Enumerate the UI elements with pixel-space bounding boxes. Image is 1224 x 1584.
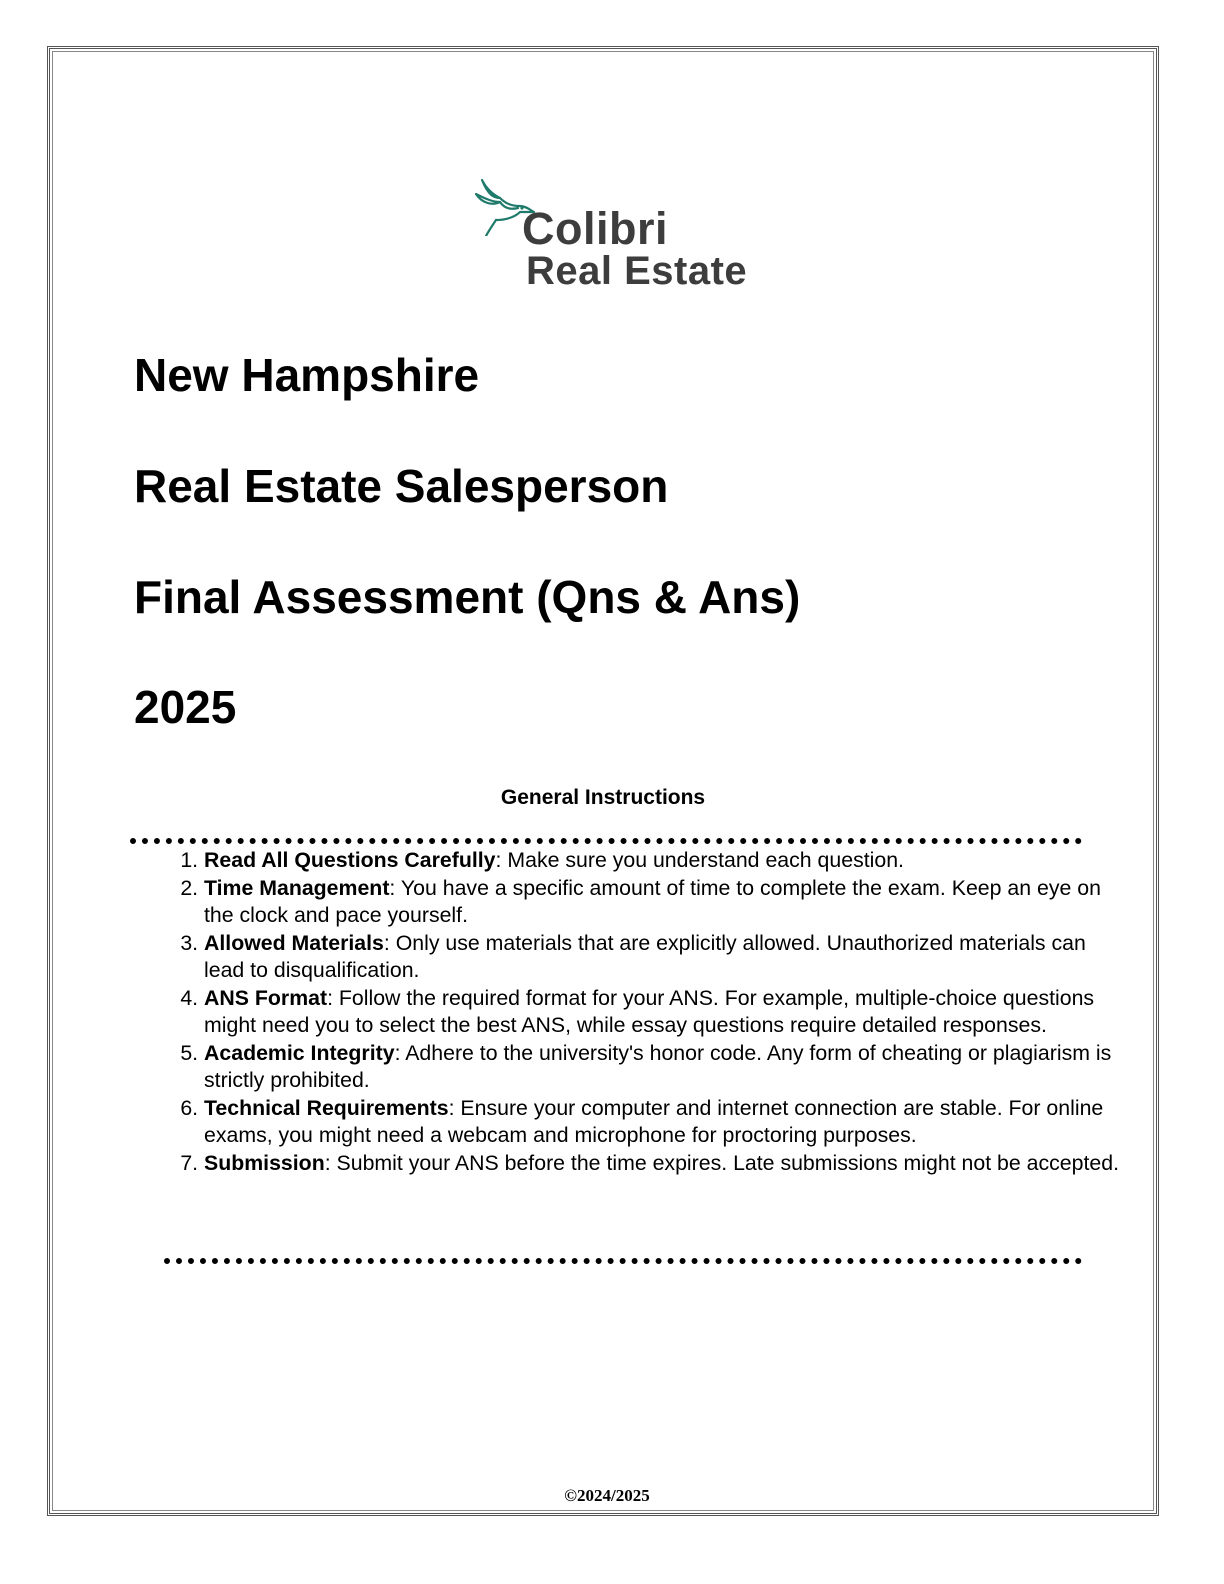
instruction-text: : Follow the required format for your ANS. For example, multiple-choice questions might need you to select the best ANS, while essay questions require detailed responses. — [204, 985, 1095, 1037]
instruction-term: Technical Requirements — [204, 1095, 449, 1120]
instruction-item — [204, 1150, 1124, 1178]
dotted-divider-top — [130, 838, 1082, 844]
title-year: 2025 — [134, 681, 237, 733]
instruction-item — [204, 1095, 1124, 1150]
dotted-divider-bottom — [164, 1258, 1082, 1264]
title-assessment: Final Assessment (Qns & Ans) — [134, 571, 801, 623]
instruction-text: : Submit your ANS before the time expires. Late submissions might not be accepted. — [324, 1150, 1120, 1175]
instruction-term: ANS Format — [204, 985, 328, 1010]
instruction-term: Academic Integrity — [204, 1040, 395, 1065]
instruction-text: : Adhere to the university's honor code. Any form of cheating or plagiarism is strictly prohibited. — [204, 1040, 1112, 1092]
title-license: Real Estate Salesperson — [134, 460, 669, 512]
instructions-heading: General Instructions — [500, 786, 706, 809]
copyright-footer: ©2024/2025 — [564, 1486, 650, 1505]
colibri-logo — [474, 176, 748, 296]
instruction-item — [204, 985, 1124, 1040]
instruction-text: : Ensure your computer and internet connection are stable. For online exams, you might need a webcam and microphone for proctoring purposes. — [204, 1095, 1104, 1147]
instruction-text: : You have a specific amount of time to complete the exam. Keep an eye on the clock and pace yourself. — [204, 875, 1101, 927]
instructions-list — [164, 847, 1124, 1177]
instruction-text: : Only use materials that are explicitly allowed. Unauthorized materials can lead to disqualification. — [204, 930, 1086, 982]
instruction-term: Time Management — [204, 875, 390, 900]
instruction-term: Submission — [204, 1150, 325, 1175]
logo-wordmark-line1: Colibri — [522, 203, 668, 254]
logo-wordmark-line2: Real Estate — [526, 249, 748, 293]
title-state: New Hampshire — [134, 349, 480, 401]
instruction-item — [204, 875, 1124, 930]
instruction-term: Read All Questions Carefully — [204, 848, 496, 872]
instruction-item — [204, 847, 1124, 875]
instruction-term: Allowed Materials — [204, 930, 384, 955]
instruction-item — [204, 930, 1124, 985]
instruction-text: : Make sure you understand each question. — [495, 848, 904, 872]
instruction-item — [204, 1040, 1124, 1095]
